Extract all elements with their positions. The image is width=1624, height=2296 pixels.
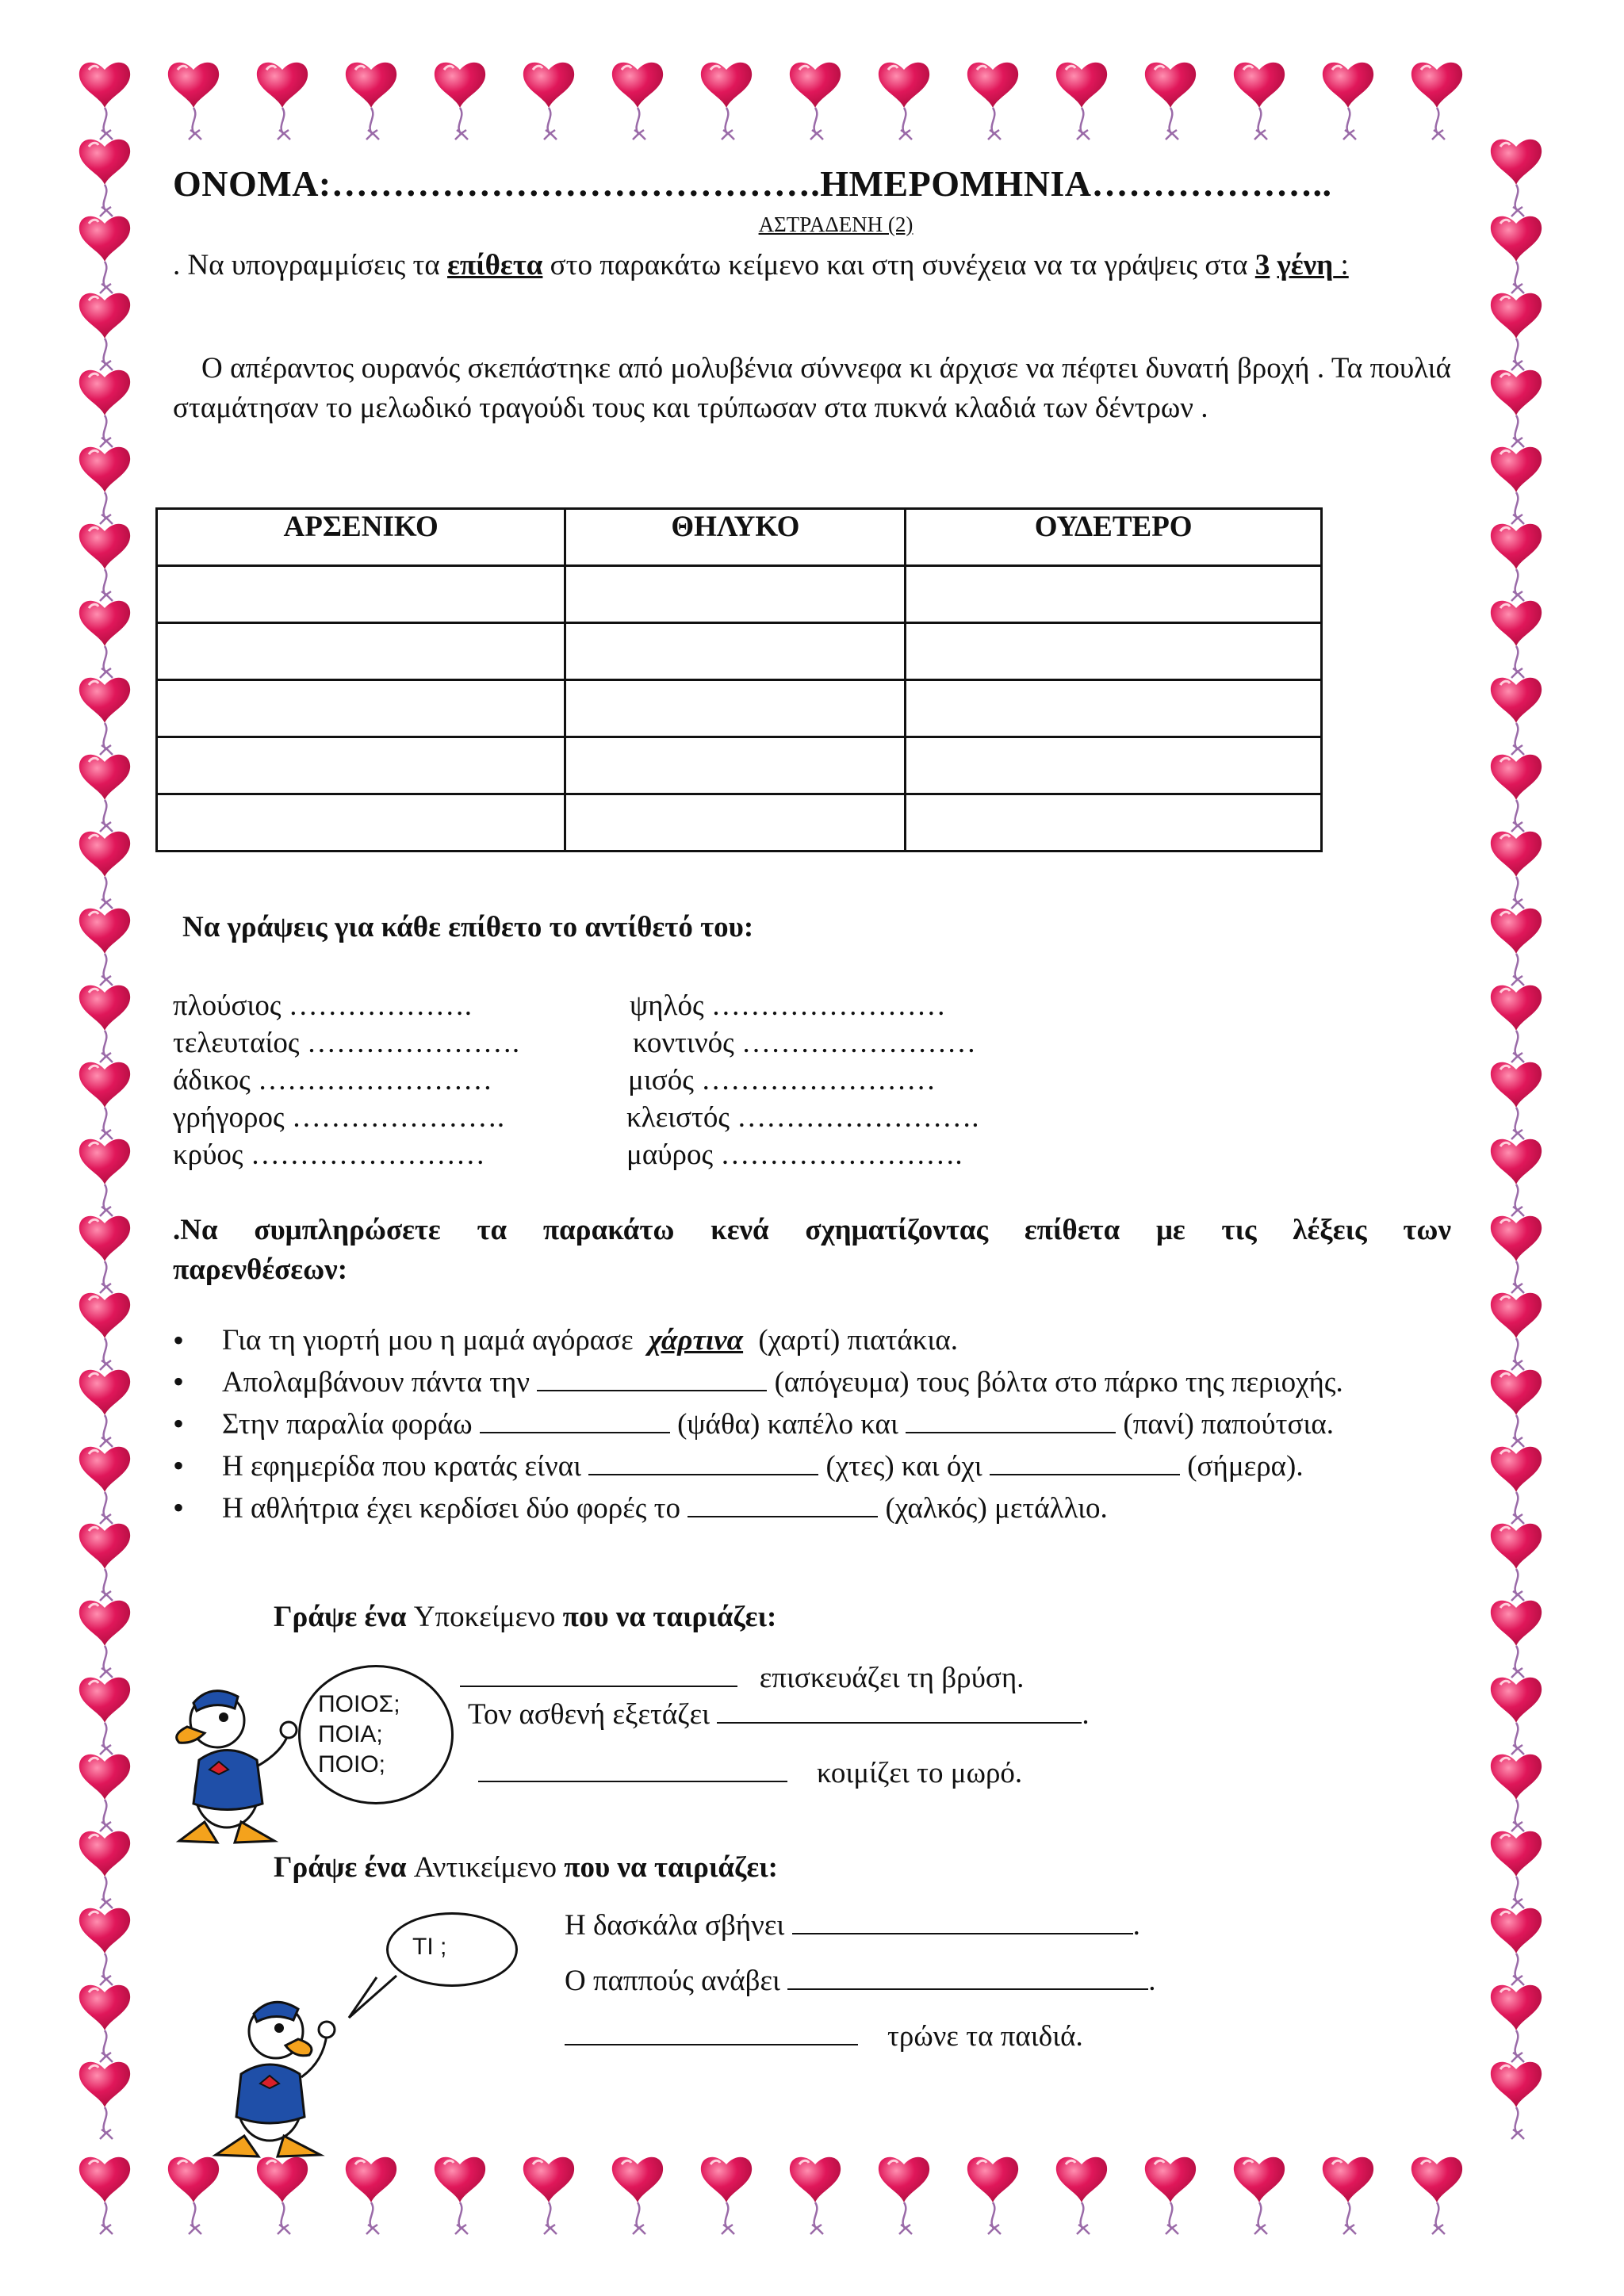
heart-balloon-icon: [967, 2157, 1018, 2234]
heart-balloon-icon: [168, 2157, 219, 2234]
heart-balloon-icon: [879, 63, 929, 140]
list-item: • Η εφημερίδα που κρατάς είναι (χτες) και όχι (σήμερα).: [173, 1445, 1343, 1487]
heart-balloon-icon: [1491, 1293, 1542, 1370]
heart-balloon-icon: [1145, 2157, 1196, 2234]
answer-blank[interactable]: [906, 1403, 1116, 1433]
heart-balloon-icon: [790, 2157, 841, 2234]
heart-balloon-icon: [1491, 1139, 1542, 1216]
heart-balloon-icon: [79, 1293, 130, 1370]
answer-blank[interactable]: [460, 1657, 737, 1687]
heart-balloon-icon: [79, 1370, 130, 1447]
table-cell[interactable]: [157, 566, 565, 623]
heart-balloon-icon: [79, 678, 130, 755]
heart-balloon-icon: [79, 755, 130, 832]
heart-balloon-icon: [1491, 832, 1542, 909]
table-cell[interactable]: [906, 680, 1322, 737]
heart-balloon-icon: [1491, 1985, 1542, 2062]
heart-balloon-icon: [1491, 678, 1542, 755]
table-row: [157, 737, 1322, 794]
heart-balloon-icon: [790, 63, 841, 140]
heart-balloon-icon: [346, 63, 396, 140]
opposite-item: γρήγορος ………………….: [173, 1101, 505, 1134]
bubble-text: ΠΟΙΑ;: [318, 1721, 383, 1747]
heart-balloon-icon: [79, 1524, 130, 1601]
exercise1-passage: Ο απέραντος ουρανός σκεπάστηκε από μολυβένια σύννεφα κι άρχισε να πέφτει δυνατή βροχή . Τα πουλιά σταμάτησαν το μελωδικό τραγούδι τους και τρύπωσαν στα πυκνά κλαδιά των δέντρων .: [173, 352, 1451, 424]
opposites-left-column: [173, 987, 519, 1173]
answer-blank[interactable]: [588, 1445, 818, 1475]
heart-balloon-icon: [79, 1831, 130, 1908]
heart-balloon-icon: [1491, 909, 1542, 985]
heart-balloon-icon: [1323, 63, 1373, 140]
heart-balloon-icon: [79, 1062, 130, 1139]
answer-blank[interactable]: [787, 1960, 1148, 1990]
heart-balloon-icon: [79, 909, 130, 985]
donald-duck-illustration: [155, 1665, 298, 1847]
header-neuter: ΟΥΔΕΤΕΡΟ: [906, 509, 1322, 566]
worksheet-subtitle: ΑΣΤΡΑΔΕΝΗ (2): [758, 212, 914, 236]
heart-balloon-icon: [1323, 2157, 1373, 2234]
exercise3-heading: .Να συμπληρώσετε τα παρακάτω κενά σχηματίζοντας επίθετα με τις λέξεις των παρενθέσεων:: [173, 1214, 1451, 1286]
heart-balloon-icon: [79, 140, 130, 216]
heart-balloon-icon: [1491, 1601, 1542, 1678]
heart-balloon-icon: [612, 2157, 663, 2234]
heart-balloon-icon: [79, 1216, 130, 1293]
answer-blank[interactable]: [478, 1752, 787, 1782]
table-cell[interactable]: [157, 737, 565, 794]
heart-balloon-icon: [1491, 2062, 1542, 2139]
heart-balloon-icon: [1491, 447, 1542, 524]
table-row: [157, 623, 1322, 680]
heart-balloon-icon: [79, 1755, 130, 1831]
fill-in-list: [173, 1320, 1343, 1529]
table-cell[interactable]: [565, 680, 906, 737]
donald-duck-illustration: [197, 1982, 347, 2160]
heart-balloon-icon: [79, 1678, 130, 1755]
heart-balloon-icon: [79, 63, 130, 140]
answer-blank[interactable]: [717, 1693, 1082, 1724]
heart-balloon-icon: [1491, 1216, 1542, 1293]
table-cell[interactable]: [157, 680, 565, 737]
heart-balloon-icon: [1491, 1524, 1542, 1601]
exercise2-heading: Να γράψεις για κάθε επίθετο το αντίθετό του:: [182, 911, 754, 943]
heart-balloon-icon: [1491, 524, 1542, 601]
heart-balloon-icon: [79, 1601, 130, 1678]
heart-balloon-icon: [1491, 1755, 1542, 1831]
list-item: • Στην παραλία φοράω (ψάθα) καπέλο και (πανί) παπούτσια.: [173, 1403, 1343, 1445]
object-line-3: τρώνε τα παιδιά.: [565, 2015, 1083, 2053]
heart-balloon-icon: [879, 2157, 929, 2234]
opposite-item: ψηλός ……………………: [630, 989, 946, 1022]
heart-balloon-icon: [1491, 1062, 1542, 1139]
heart-balloon-icon: [1056, 63, 1107, 140]
subject-line-2: Τον ασθενή εξετάζει .: [468, 1693, 1090, 1732]
object-line-1: Η δασκάλα σβήνει .: [565, 1904, 1140, 1942]
table-row: [157, 794, 1322, 851]
gender-table-header: [157, 509, 1322, 566]
heart-balloon-icon: [79, 293, 130, 370]
heart-balloon-icon: [346, 2157, 396, 2234]
heart-balloon-icon: [79, 985, 130, 1062]
heart-balloon-icon: [1491, 1678, 1542, 1755]
heart-balloon-icon: [1234, 63, 1285, 140]
question-bubble: [386, 1912, 518, 1987]
heart-balloon-icon: [79, 524, 130, 601]
exercise5-heading: Γράψε ένα Αντικείμενο που να ταιριάζει:: [274, 1851, 778, 1884]
heart-balloon-icon: [1491, 1370, 1542, 1447]
opposite-item: άδικος ……………………: [173, 1064, 493, 1096]
list-item: • Απολαμβάνουν πάντα την (απόγευμα) τους βόλτα στο πάρκο της περιοχής.: [173, 1361, 1343, 1403]
table-cell[interactable]: [906, 794, 1322, 851]
header-masculine: ΑΡΣΕΝΙΚΟ: [157, 509, 565, 566]
opposite-item: κρύος ……………………: [173, 1138, 485, 1171]
answer-blank[interactable]: [565, 2015, 858, 2045]
opposite-item: πλούσιος ……………….: [173, 989, 472, 1022]
exercise4-heading: Γράψε ένα Υποκείμενο που να ταιριάζει:: [274, 1601, 777, 1633]
table-cell[interactable]: [565, 794, 906, 851]
heart-balloon-icon: [257, 63, 308, 140]
opposite-item: κλειστός …………………….: [626, 1101, 979, 1134]
list-item: • Για τη γιορτή μου η μαμά αγόρασε χάρτινα (χαρτί) πιατάκια.: [173, 1320, 1343, 1361]
opposite-item: τελευταίος ………………….: [173, 1027, 520, 1059]
heart-balloon-icon: [79, 601, 130, 678]
table-cell[interactable]: [906, 623, 1322, 680]
bubble-tail: [341, 1974, 404, 2022]
heart-balloon-icon: [1411, 63, 1462, 140]
bubble-text: ΠΟΙΟΣ;: [318, 1691, 400, 1717]
list-item: • Η αθλήτρια έχει κερδίσει δύο φορές το (χαλκός) μετάλλιο.: [173, 1487, 1343, 1529]
heart-balloon-icon: [79, 832, 130, 909]
heart-balloon-icon: [168, 63, 219, 140]
table-cell[interactable]: [565, 623, 906, 680]
table-row: [157, 566, 1322, 623]
heart-balloon-icon: [701, 63, 752, 140]
opposites-right-column: [626, 987, 979, 1173]
answer-blank[interactable]: [990, 1445, 1180, 1475]
heart-balloon-icon: [1491, 140, 1542, 216]
heart-balloon-icon: [523, 63, 574, 140]
table-cell[interactable]: [906, 737, 1322, 794]
answer-blank[interactable]: [792, 1904, 1133, 1934]
heart-balloon-icon: [79, 447, 130, 524]
heart-balloon-icon: [79, 1139, 130, 1216]
opposite-item: κοντινός ……………………: [633, 1027, 977, 1059]
heart-balloon-icon: [1056, 2157, 1107, 2234]
heart-balloon-icon: [1491, 985, 1542, 1062]
heart-balloon-icon: [523, 2157, 574, 2234]
heart-balloon-icon: [1234, 2157, 1285, 2234]
heart-balloon-icon: [1491, 1447, 1542, 1524]
heart-balloon-icon: [79, 2062, 130, 2139]
opposite-item: μισός ……………………: [628, 1064, 936, 1096]
heart-balloon-icon: [79, 1908, 130, 1985]
table-cell[interactable]: [565, 566, 906, 623]
header-feminine: ΘΗΛΥΚΟ: [565, 509, 906, 566]
heart-balloon-icon: [435, 2157, 485, 2234]
table-cell[interactable]: [906, 566, 1322, 623]
subject-line-1: επισκευάζει τη βρύση.: [460, 1657, 1024, 1695]
table-cell[interactable]: [565, 737, 906, 794]
bubble-text: ΠΟΙΟ;: [318, 1751, 386, 1777]
heart-balloon-icon: [1491, 1908, 1542, 1985]
page-title: ΟΝΟΜΑ:………………………………….ΗΜΕΡΟΜΗΝΙΑ………………..: [173, 163, 1332, 204]
heart-balloon-icon: [1491, 601, 1542, 678]
heart-balloon-icon: [1411, 2157, 1462, 2234]
table-row: [157, 680, 1322, 737]
heart-balloon-icon: [1491, 293, 1542, 370]
object-line-2: Ο παππούς ανάβει .: [565, 1960, 1155, 1998]
exercise1-instruction: . Να υπογραμμίσεις τα επίθετα στο παρακάτω κείμενο και στη συνέχεια να τα γράψεις στα 3 γένη :: [173, 249, 1349, 281]
answer-blank[interactable]: [537, 1361, 767, 1391]
opposite-item: μαύρος …………………….: [626, 1138, 963, 1171]
heart-balloon-icon: [435, 63, 485, 140]
table-cell[interactable]: [157, 794, 565, 851]
heart-balloon-icon: [257, 2157, 308, 2234]
heart-balloon-icon: [1491, 755, 1542, 832]
heart-balloon-icon: [79, 1985, 130, 2062]
heart-balloon-icon: [1491, 370, 1542, 447]
heart-balloon-icon: [79, 1447, 130, 1524]
heart-balloon-icon: [79, 2157, 130, 2234]
answer-blank[interactable]: [480, 1403, 670, 1433]
gender-table: [155, 507, 1323, 852]
heart-balloon-icon: [1491, 1831, 1542, 1908]
answer-blank[interactable]: [688, 1487, 878, 1517]
table-cell[interactable]: [157, 623, 565, 680]
heart-balloon-icon: [701, 2157, 752, 2234]
subject-line-3: κοιμίζει το μωρό.: [478, 1752, 1022, 1790]
question-bubble: [298, 1665, 454, 1804]
heart-balloon-icon: [1145, 63, 1196, 140]
heart-balloon-icon: [612, 63, 663, 140]
heart-balloon-icon: [967, 63, 1018, 140]
heart-balloon-icon: [79, 370, 130, 447]
bubble-text: ΤΙ ;: [412, 1934, 447, 1960]
